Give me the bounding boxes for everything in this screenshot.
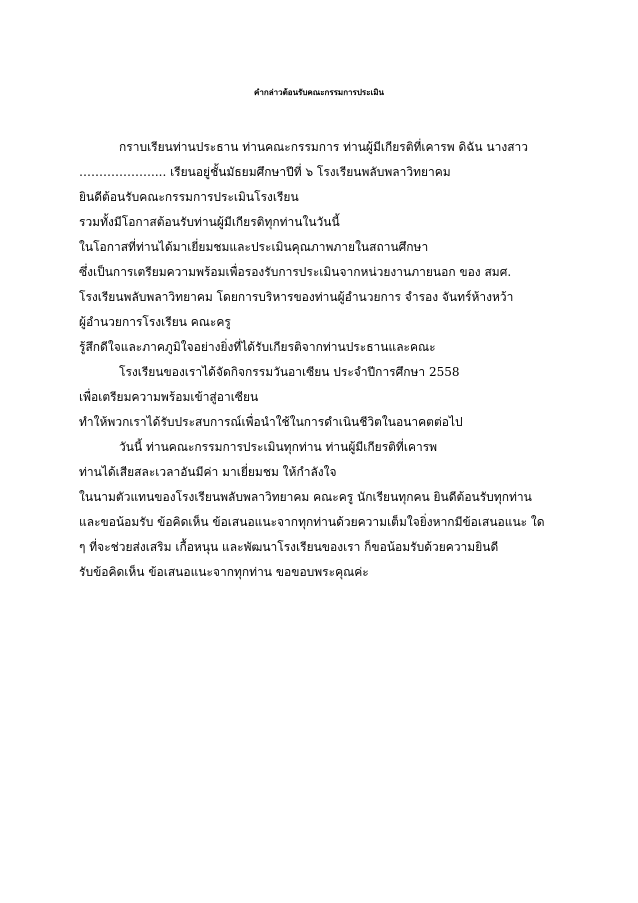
paragraph-line: ผู้อำนวยการโรงเรียน คณะครู — [79, 315, 231, 329]
paragraph-line: ซึ่งเป็นการเตรียมความพร้อมเพื่อรองรับการประเมินจากหน่วยงานภายนอก ของ สมศ. — [79, 265, 512, 279]
paragraph-line: และขอน้อมรับ ข้อคิดเห็น ข้อเสนอแนะจากทุกท่านด้วยความเต็มใจยิ่งหากมีข้อเสนอแนะ ใด — [79, 515, 545, 529]
paragraph-line: โรงเรียนพลับพลาวิทยาคม โดยการบริหารของท่านผู้อำนวยการ จำรอง จันทร์ห้างหว้า — [79, 290, 514, 304]
paragraph-line: ……………….... เรียนอยู่ชั้นมัธยมศึกษาปีที่ ๖ โรงเรียนพลับพลาวิทยาคม — [79, 165, 451, 179]
paragraph-line: ทำให้พวกเราได้รับประสบการณ์เพื่อนำใช้ในการดำเนินชีวิตในอนาคตต่อไป — [79, 415, 463, 429]
paragraph-line: ในนามตัวแทนของโรงเรียนพลับพลาวิทยาคม คณะครู นักเรียนทุกคน ยินดีต้อนรับทุกท่าน — [79, 490, 532, 504]
paragraph-line: ในโอกาสที่ท่านได้มาเยี่ยมชมและประเมินคุณภาพภายในสถานศึกษา — [79, 240, 429, 254]
document-title: คำกล่าวต้อนรับคณะกรรมการประเมิน — [254, 87, 384, 97]
paragraph-line: วันนี้ ท่านคณะกรรมการประเมินทุกท่าน ท่านผู้มีเกียรติที่เคารพ — [119, 440, 438, 454]
paragraph-line: รับข้อคิดเห็น ข้อเสนอแนะจากทุกท่าน ขอขอบพระคุณค่ะ — [79, 565, 369, 579]
paragraph-line: เพื่อเตรียมความพร้อมเข้าสู่อาเซียน — [79, 390, 259, 404]
paragraph-line: โรงเรียนของเราได้จัดกิจกรรมวันอาเซียน ประจำปีการศึกษา 2558 — [119, 365, 460, 379]
paragraph-line: รู้สึกดีใจและภาคภูมิใจอย่างยิ่งที่ได้รับเกียรติจากท่านประธานและคณะ — [79, 340, 436, 354]
paragraph-line: ๆ ที่จะช่วยส่งเสริม เกื้อหนุน และพัฒนาโรงเรียนของเรา ก็ขอน้อมรับด้วยความยินดี — [79, 540, 499, 554]
paragraph-line: ยินดีต้อนรับคณะกรรมการประเมินโรงเรียน — [79, 190, 299, 204]
paragraph-line: กราบเรียนท่านประธาน ท่านคณะกรรมการ ท่านผู้มีเกียรติที่เคารพ ดิฉัน นางสาว — [119, 140, 529, 154]
paragraph-line: รวมทั้งมีโอกาสต้อนรับท่านผู้มีเกียรติทุกท่านในวันนี้ — [79, 215, 340, 229]
paragraph-line: ท่านได้เสียสละเวลาอันมีค่า มาเยี่ยมชม ให้กำลังใจ — [79, 465, 337, 479]
